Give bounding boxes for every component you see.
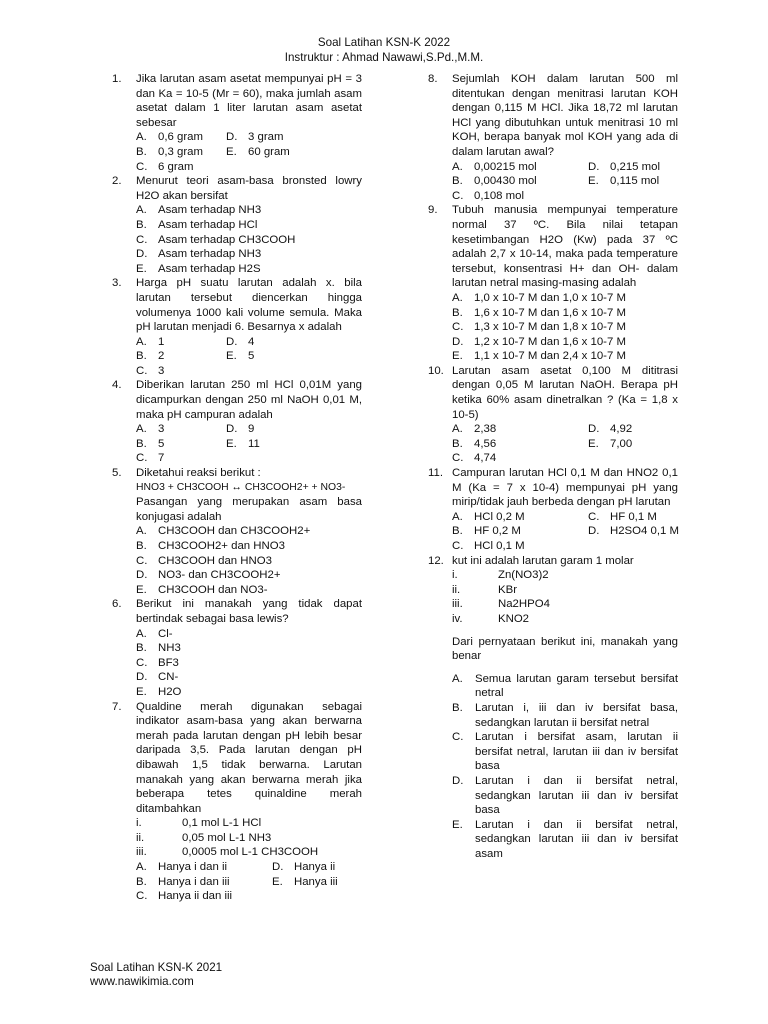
- option-e: E. 0,115 mol: [588, 175, 660, 188]
- question-number: 8.: [428, 73, 438, 85]
- option-e: E. 7,00: [588, 437, 633, 450]
- roman-item: iii. 0,0005 mol L-1 CH3COOH: [136, 846, 319, 859]
- option-b: B. 1,6 x 10-7 M dan 1,6 x 10-7 M: [452, 306, 626, 319]
- option-d: D. 9: [226, 423, 255, 436]
- question-text: Campuran larutan HCl 0,1 M dan HNO2 0,1 M (Ka = 7 x 10-4) mempunyai pH yang mirip/tidak jauh berbeda dengan pH larutan: [452, 467, 678, 509]
- question-text: Diketahui reaksi berikut :: [136, 467, 261, 480]
- right-column: [428, 72, 678, 861]
- option-c: C. HF 0,1 M: [588, 510, 657, 523]
- question-11: [428, 466, 678, 554]
- option-d: D. 0,215 mol: [588, 160, 661, 173]
- question-5: [112, 466, 362, 597]
- option-e: E. 60 gram: [226, 145, 290, 158]
- options: [452, 422, 678, 466]
- option-d: D. NO3- dan CH3COOH2+: [136, 569, 281, 582]
- option-b: B. Asam terhadap HCl: [136, 218, 258, 231]
- options: [136, 524, 362, 597]
- question-10: [428, 364, 678, 466]
- option-a: A. 1,0 x 10-7 M dan 1,0 x 10-7 M: [452, 291, 626, 304]
- options: [136, 203, 362, 276]
- options: [136, 627, 362, 700]
- option-d: D. 4: [226, 335, 255, 348]
- option-b: B. 0,00430 mol: [452, 175, 537, 188]
- question-2: [112, 174, 362, 276]
- page-title: Soal Latihan KSN-K 2022: [317, 36, 451, 49]
- question-number: 7.: [112, 700, 122, 713]
- roman-item: ii. KBr: [452, 583, 517, 596]
- option-e: E. 1,1 x 10-7 M dan 2,4 x 10-7 M: [452, 350, 626, 363]
- options: [136, 130, 362, 174]
- option-b: B. 2: [136, 350, 165, 363]
- option-e: E. 5: [226, 350, 255, 363]
- option-a: A. 0,00215 mol: [452, 160, 537, 173]
- option-c: C. CH3COOH dan HNO3: [136, 554, 272, 567]
- option-d: D. 3 gram: [226, 131, 284, 144]
- question-text: Tubuh manusia mempunyai temperature normal 37 ºC. Bila nilai tetapan kesetimbangan H2O (Kw) pada 37 ºC adalah 2,7 x 10-14, maka pada temperature tersebut, konsentrasi H+ dan OH- dalam larutan netral masing-masing adalah: [452, 204, 678, 290]
- option-a: A. Semua larutan garam tersebut bersifat netral: [452, 672, 678, 700]
- roman-item: iii. Na2HPO4: [452, 598, 550, 611]
- option-a: A. HCl 0,2 M: [452, 510, 525, 523]
- option-b: B. CH3COOH2+ dan HNO3: [136, 540, 285, 552]
- question-number: 9.: [428, 204, 438, 217]
- question-number: 10.: [428, 364, 444, 377]
- option-e: E. H2O: [136, 685, 182, 698]
- option-c: C. 3: [136, 364, 165, 377]
- roman-item: iv. KNO2: [452, 612, 530, 625]
- option-b: B. 0,3 gram: [136, 145, 203, 158]
- question-text: Qualdine merah digunakan sebagai indikator asam-basa yang akan berwarna merah pada larutan dengan pH lebih besar daripada 3,5. Pada larutan dengan pH dibawah 1,5 tidak berwarna. Larutan manakah yang akan berwarna merah jika beberapa tetes quinaldine merah ditambahkan: [136, 700, 362, 815]
- question-8: [428, 72, 678, 203]
- option-c: C. 0,108 mol: [452, 189, 525, 202]
- question-1: [112, 72, 362, 174]
- question-9: [428, 203, 678, 364]
- option-a: A. 2,38: [452, 423, 497, 436]
- question-12: [428, 554, 678, 862]
- question-number: 2.: [112, 175, 122, 188]
- option-b: B. Larutan i, iii dan iv bersifat basa, sedangkan larutan ii bersifat netral: [452, 701, 678, 729]
- question-text: Harga pH suatu larutan adalah x. bila larutan tersebut diencerkan hingga volumenya 1000 kali volume semula. Maka pH larutan menjadi 6. Besarnya x adalah: [136, 277, 362, 334]
- question-number: 3.: [112, 277, 122, 290]
- option-d: D. CN-: [136, 671, 179, 684]
- reaction-equation: HNO3 + CH3COOH ↔ CH3COOH2+ + NO3-: [136, 481, 346, 493]
- option-a: A. CH3COOH dan CH3COOH2+: [136, 525, 311, 538]
- option-a: A. 0,6 gram: [136, 131, 203, 144]
- option-c: C. Asam terhadap CH3COOH: [136, 233, 296, 246]
- option-b: B. NH3: [136, 642, 181, 655]
- option-c: C. 6 gram: [136, 160, 194, 173]
- options: [452, 510, 678, 554]
- question-text-2: Dari pernyataan berikut ini, manakah yang benar: [452, 635, 678, 663]
- options: [452, 291, 678, 364]
- option-d: D. 4,92: [588, 423, 633, 436]
- option-c: C. Larutan i bersifat asam, larutan ii bersifat netral, larutan iii dan iv bersifat basa: [452, 731, 678, 773]
- question-number: 1.: [112, 73, 122, 85]
- question-7: [112, 700, 362, 904]
- roman-item: ii. 0,05 mol L-1 NH3: [136, 831, 272, 844]
- option-d: D. H2SO4 0,1 M: [588, 525, 680, 538]
- question-number: 5.: [112, 467, 122, 480]
- question-text: Jika larutan asam asetat mempunyai pH = 3 dan Ka = 10-5 (Mr = 60), maka jumlah asam asetat dalam 1 liter larutan asam asetat sebesar: [136, 73, 362, 129]
- question-text: kut ini adalah larutan garam 1 molar: [452, 554, 634, 567]
- option-a: A. Asam terhadap NH3: [136, 204, 262, 217]
- question-text: Sejumlah KOH dalam larutan 500 ml ditentukan dengan menitrasi larutan KOH dengan 0,115 M HCl. Jika 18,72 ml larutan HCl yang dibutuhkan untuk menitrasi 10 ml KOH, berapa banyak mol KOH yang ada di dalam larutan awal?: [452, 73, 678, 158]
- option-d: D. Hanya ii: [272, 861, 336, 874]
- question-4: [112, 378, 362, 466]
- option-b: B. 4,56: [452, 437, 497, 450]
- options: [136, 335, 362, 379]
- roman-item: i. Zn(NO3)2: [452, 569, 549, 582]
- option-d: D. Asam terhadap NH3: [136, 248, 262, 261]
- question-text: Larutan asam asetat 0,100 M dititrasi dengan 0,05 M larutan NaOH. Berapa pH ketika 60% asam dinetralkan ? (Ka = 1,8 x 10-5): [452, 364, 678, 421]
- question-3: [112, 276, 362, 378]
- option-e: E. Asam terhadap H2S: [136, 262, 261, 275]
- footer-title: Soal Latihan KSN-K 2021: [90, 961, 223, 974]
- option-a: A. 1: [136, 335, 165, 348]
- instructor-line: Instruktur : Ahmad Nawawi,S.Pd.,M.M.: [284, 51, 484, 64]
- option-c-2: C. HCl 0,1 M: [452, 540, 525, 552]
- question-text: Menurut teori asam-basa bronsted lowry H2O akan bersifat: [136, 175, 362, 202]
- question-number: 6.: [112, 598, 122, 611]
- options: [136, 860, 362, 904]
- options: [452, 160, 678, 204]
- option-c: C. 4,74: [452, 452, 497, 465]
- option-b: B. Hanya i dan iii: [136, 875, 230, 888]
- option-e: E. 11: [226, 437, 260, 450]
- option-c: C. 7: [136, 452, 165, 465]
- footer-website: www.nawikimia.com: [90, 975, 194, 988]
- left-column: [112, 72, 362, 904]
- option-a: A. 3: [136, 423, 165, 436]
- options: [136, 422, 362, 466]
- question-6: [112, 597, 362, 699]
- option-a: A. Cl-: [136, 627, 173, 640]
- option-a: A. Hanya i dan ii: [136, 861, 228, 874]
- question-text: Diberikan larutan 250 ml HCl 0,01M yang dicampurkan dengan 250 ml NaOH 0,01 M, maka pH campuran adalah: [136, 379, 362, 421]
- option-c: C. Hanya ii dan iii: [136, 890, 233, 903]
- question-text: Berikut ini manakah yang tidak dapat bertindak sebagai basa lewis?: [136, 598, 362, 625]
- question-number: 11.: [428, 467, 443, 480]
- question-number: 4.: [112, 379, 122, 392]
- question-number: 12.: [428, 554, 444, 567]
- option-d: D. 1,2 x 10-7 M dan 1,6 x 10-7 M: [452, 335, 626, 348]
- option-e: E. Hanya iii: [272, 875, 338, 888]
- option-b: B. HF 0,2 M: [452, 525, 521, 538]
- option-d: D. Larutan i dan ii bersifat netral, sedangkan larutan iii dan iv bersifat basa: [452, 774, 678, 817]
- roman-item: i. 0,1 mol L-1 HCl: [136, 817, 262, 830]
- option-c: C. 1,3 x 10-7 M dan 1,8 x 10-7 M: [452, 321, 626, 334]
- option-e: E. Larutan i dan ii bersifat netral, sedangkan larutan iii dan iv bersifat asam: [452, 818, 678, 860]
- question-text-2: Pasangan yang merupakan asam basa konjugasi adalah: [136, 496, 362, 523]
- option-c: C. BF3: [136, 656, 179, 669]
- option-b: B. 5: [136, 437, 165, 450]
- option-e: E. CH3COOH dan NO3-: [136, 583, 268, 596]
